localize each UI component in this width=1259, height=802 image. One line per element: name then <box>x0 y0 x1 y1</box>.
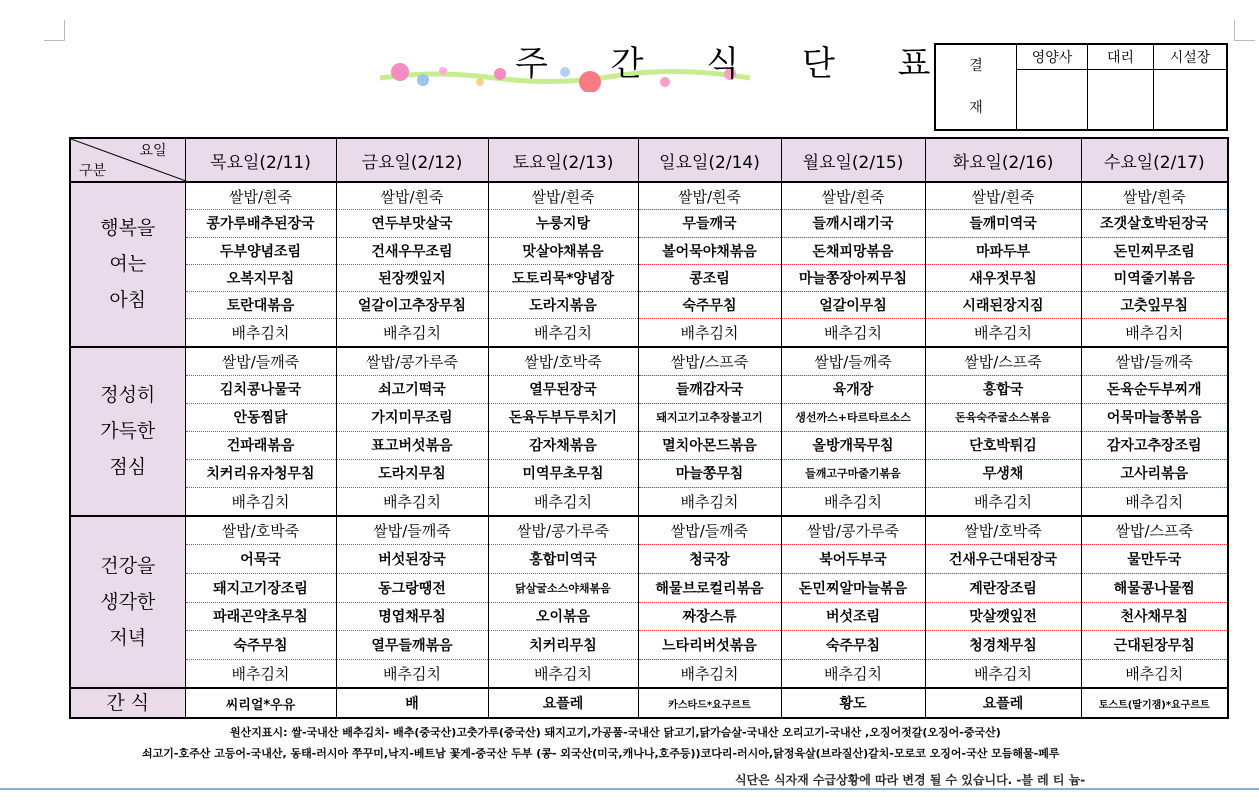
menu-item: 어묵국 <box>185 545 336 574</box>
menu-item: 느타리버섯볶음 <box>638 631 781 660</box>
menu-row <box>70 182 1228 210</box>
menu-item: 쌀밥/콩가루죽 <box>781 516 925 545</box>
menu-item: 돼지고기장조림 <box>185 573 336 602</box>
menu-item: 치커리무침 <box>488 631 638 660</box>
title-area <box>375 36 957 96</box>
menu-item: 열무들깨볶음 <box>336 631 488 660</box>
day-header: 목요일(2/11) <box>185 138 336 182</box>
menu-item: 쌀밥/스프죽 <box>1081 516 1228 545</box>
menu-item: 쌀밥/흰죽 <box>781 182 925 210</box>
meal-label-line: 생각한 <box>100 591 156 614</box>
approval-signature-field[interactable] <box>1017 70 1088 131</box>
menu-item: 생선까스+타르타르소스 <box>781 403 925 431</box>
menu-item: 볼어묵야채볶음 <box>638 237 781 264</box>
menu-item: 계란장조림 <box>925 573 1081 602</box>
menu-item: 동그랑땡전 <box>336 573 488 602</box>
menu-item: 표고버섯볶음 <box>336 431 488 459</box>
menu-item: 배추김치 <box>336 487 488 516</box>
menu-item: 쌀밥/흰죽 <box>488 182 638 210</box>
menu-item: 돈육숙주굴소스볶음 <box>925 403 1081 431</box>
page-corner-mark <box>44 20 65 41</box>
menu-item: 쌀밥/콩가루죽 <box>488 516 638 545</box>
menu-item: 두부양념조림 <box>185 237 336 264</box>
menu-item: 배추김치 <box>336 319 488 347</box>
menu-item: 배추김치 <box>488 659 638 688</box>
menu-item: 천사채무침 <box>1081 602 1228 631</box>
menu-item: 된장깻잎지 <box>336 264 488 291</box>
day-header: 일요일(2/14) <box>638 138 781 182</box>
menu-item: 들깨고구마줄기볶음 <box>781 459 925 487</box>
menu-item: 건파래볶음 <box>185 431 336 459</box>
menu-item: 마파두부 <box>925 237 1081 264</box>
menu-item: 얼갈이고추장무침 <box>336 292 488 319</box>
approval-label-bottom: 재 <box>969 100 983 116</box>
menu-item: 숙주무침 <box>638 292 781 319</box>
origin-notice-line-1: 원산지표시: 쌀-국내산 배추김치- 배추(중국산)고춧가루(중국산) 돼지고기,가공품-국내산 닭고기,닭가슴살-국내산 오리고기-국내산 ,오징어젓갈(오징어-중국산) <box>230 726 1001 739</box>
menu-item: 김치콩나물국 <box>185 375 336 403</box>
day-header: 수요일(2/17) <box>1081 138 1228 182</box>
menu-item: 쌀밥/호박죽 <box>488 347 638 376</box>
menu-item: 도라지무침 <box>336 459 488 487</box>
menu-item: 얼갈이무침 <box>781 292 925 319</box>
menu-item: 배추김치 <box>925 319 1081 347</box>
meal-label-line: 점심 <box>109 456 147 479</box>
meal-label-line: 행복을 <box>100 217 156 240</box>
menu-item: 쌀밥/흰죽 <box>925 182 1081 210</box>
menu-item: 건새우무조림 <box>336 237 488 264</box>
menu-row <box>70 516 1228 545</box>
menu-item: 고사리볶음 <box>1081 459 1228 487</box>
menu-item: 건새우근대된장국 <box>925 545 1081 574</box>
menu-item: 미역줄기볶음 <box>1081 264 1228 291</box>
menu-item: 가지미무조림 <box>336 403 488 431</box>
corner-label-category: 구분 <box>79 163 107 179</box>
menu-item: 쌀밥/들깨죽 <box>638 516 781 545</box>
menu-item: 오이볶음 <box>488 602 638 631</box>
menu-item: 배추김치 <box>336 659 488 688</box>
menu-item: 쌀밥/들깨죽 <box>781 347 925 376</box>
menu-row <box>70 375 1228 403</box>
menu-item: 배추김치 <box>185 659 336 688</box>
day-header: 화요일(2/16) <box>925 138 1081 182</box>
approval-box <box>934 43 1228 131</box>
menu-item: 올방개묵무침 <box>781 431 925 459</box>
menu-item: 오복지무침 <box>185 264 336 291</box>
menu-item: 돈민찌알마늘볶음 <box>781 573 925 602</box>
menu-row <box>70 631 1228 660</box>
menu-item: 누룽지탕 <box>488 210 638 237</box>
menu-item: 쌀밥/흰죽 <box>1081 182 1228 210</box>
corner-label-day: 요일 <box>139 143 167 159</box>
approval-label-top: 결 <box>969 58 983 74</box>
menu-item: 멸치아몬드볶음 <box>638 431 781 459</box>
menu-row <box>70 545 1228 574</box>
snack-item: 카스타드*요구르트 <box>638 688 781 718</box>
day-header: 월요일(2/15) <box>781 138 925 182</box>
menu-item: 쌀밥/들깨죽 <box>185 347 336 376</box>
menu-item: 고춧잎무침 <box>1081 292 1228 319</box>
approval-signature-field[interactable] <box>1154 70 1228 131</box>
menu-item: 쇠고기떡국 <box>336 375 488 403</box>
menu-item: 배추김치 <box>925 659 1081 688</box>
menu-item: 배추김치 <box>1081 659 1228 688</box>
menu-item: 안동찜닭 <box>185 403 336 431</box>
approval-role: 대리 <box>1088 44 1154 70</box>
page-corner-mark <box>1234 20 1255 41</box>
menu-item: 돈육순두부찌개 <box>1081 375 1228 403</box>
menu-item: 배추김치 <box>638 659 781 688</box>
origin-notice-line-2: 쇠고기-호주산 고등어-국내산, 동태-러시아 쭈꾸미,낙지-베트남 꽃게-중국산 두부 (콩- 외국산(미국,캐나나,호주등))코다리-러시아,닭정육살(브라질산)갈치-모로코 오징어-국산 모듬해물-페루 <box>142 747 1060 760</box>
menu-item: 쌀밥/들깨죽 <box>1081 347 1228 376</box>
snack-item: 황도 <box>781 688 925 718</box>
menu-item: 짜장스튜 <box>638 602 781 631</box>
menu-item: 배추김치 <box>488 319 638 347</box>
menu-change-notice: 식단은 식자재 수급상황에 따라 변경 될 수 있습니다. -블 레 티 늄- <box>735 773 1086 787</box>
menu-item: 감자채볶음 <box>488 431 638 459</box>
menu-item: 시래된장지짐 <box>925 292 1081 319</box>
snack-label: 간 식 <box>70 688 185 718</box>
snack-row <box>70 688 1228 718</box>
snack-item: 배 <box>336 688 488 718</box>
menu-item: 돈채피망볶음 <box>781 237 925 264</box>
day-header: 토요일(2/13) <box>488 138 638 182</box>
menu-item: 청국장 <box>638 545 781 574</box>
menu-item: 육개장 <box>781 375 925 403</box>
menu-item: 해물브로컬리볶음 <box>638 573 781 602</box>
menu-item: 배추김치 <box>1081 487 1228 516</box>
snack-item: 요플레 <box>488 688 638 718</box>
menu-row <box>70 403 1228 431</box>
menu-item: 단호박튀김 <box>925 431 1081 459</box>
menu-item: 치커리유자청무침 <box>185 459 336 487</box>
menu-item: 쌀밥/흰죽 <box>336 182 488 210</box>
menu-item: 배추김치 <box>185 319 336 347</box>
menu-row <box>70 237 1228 264</box>
menu-item: 물만두국 <box>1081 545 1228 574</box>
menu-item: 조갯살호박된장국 <box>1081 210 1228 237</box>
menu-item: 돈육두부두루치기 <box>488 403 638 431</box>
menu-row <box>70 319 1228 347</box>
menu-item: 쌀밥/스프죽 <box>638 347 781 376</box>
header-row <box>70 138 1228 182</box>
menu-item: 돈민찌무조림 <box>1081 237 1228 264</box>
menu-item: 북어두부국 <box>781 545 925 574</box>
menu-item: 배추김치 <box>781 319 925 347</box>
page-bottom-border <box>0 788 1259 790</box>
menu-item: 파래곤약초무침 <box>185 602 336 631</box>
approval-signature-field[interactable] <box>1088 70 1154 131</box>
menu-item: 쌀밥/흰죽 <box>638 182 781 210</box>
menu-row <box>70 573 1228 602</box>
corner-header <box>70 138 185 182</box>
page-title: 주 간 식 단 표 <box>515 44 957 84</box>
menu-item: 쌀밥/스프죽 <box>925 347 1081 376</box>
menu-item: 맛살깻잎전 <box>925 602 1081 631</box>
menu-item: 배추김치 <box>185 487 336 516</box>
menu-item: 마늘쫑무침 <box>638 459 781 487</box>
menu-item: 쌀밥/들깨죽 <box>336 516 488 545</box>
menu-item: 배추김치 <box>781 659 925 688</box>
menu-item: 쌀밥/흰죽 <box>185 182 336 210</box>
menu-row <box>70 431 1228 459</box>
menu-row <box>70 292 1228 319</box>
meal-label <box>70 347 185 516</box>
meal-label <box>70 516 185 689</box>
menu-item: 배추김치 <box>638 319 781 347</box>
menu-item: 토란대볶음 <box>185 292 336 319</box>
menu-item: 맛살야채볶음 <box>488 237 638 264</box>
menu-item: 배추김치 <box>488 487 638 516</box>
menu-item: 무들깨국 <box>638 210 781 237</box>
menu-item: 청경채무침 <box>925 631 1081 660</box>
menu-item: 새우젓무침 <box>925 264 1081 291</box>
menu-item: 마늘쫑장아찌무침 <box>781 264 925 291</box>
menu-item: 배추김치 <box>925 487 1081 516</box>
approval-role: 시설장 <box>1154 44 1228 70</box>
menu-item: 들깨시래기국 <box>781 210 925 237</box>
menu-item: 쌀밥/콩가루죽 <box>336 347 488 376</box>
menu-item: 도라지볶음 <box>488 292 638 319</box>
menu-item: 들깨미역국 <box>925 210 1081 237</box>
approval-role: 영양사 <box>1017 44 1088 70</box>
day-header: 금요일(2/12) <box>336 138 488 182</box>
meal-label-line: 가득한 <box>100 420 156 443</box>
menu-item: 닭살굴소스야채볶음 <box>488 573 638 602</box>
menu-item: 열무된장국 <box>488 375 638 403</box>
menu-item: 쌀밥/호박죽 <box>185 516 336 545</box>
menu-row <box>70 459 1228 487</box>
menu-row <box>70 210 1228 237</box>
menu-item: 숙주무침 <box>781 631 925 660</box>
meal-label <box>70 182 185 347</box>
menu-item: 배추김치 <box>638 487 781 516</box>
meal-label-line: 여는 <box>109 253 147 276</box>
menu-item: 근대된장무침 <box>1081 631 1228 660</box>
menu-item: 배추김치 <box>781 487 925 516</box>
menu-row <box>70 659 1228 688</box>
menu-item: 홍합미역국 <box>488 545 638 574</box>
meal-label-line: 정성히 <box>100 384 156 407</box>
menu-row <box>70 602 1228 631</box>
menu-item: 명엽채무침 <box>336 602 488 631</box>
meal-label-line: 저녁 <box>109 627 147 650</box>
snack-item: 토스트(딸기잼)*요구르트 <box>1081 688 1228 718</box>
menu-item: 연두부맛살국 <box>336 210 488 237</box>
snack-item: 씨리얼*우유 <box>185 688 336 718</box>
menu-item: 버섯된장국 <box>336 545 488 574</box>
menu-item: 콩가루배추된장국 <box>185 210 336 237</box>
meal-label-line: 아침 <box>109 289 147 312</box>
menu-row <box>70 264 1228 291</box>
menu-item: 콩조림 <box>638 264 781 291</box>
menu-item: 해물콩나물찜 <box>1081 573 1228 602</box>
menu-item: 배추김치 <box>1081 319 1228 347</box>
menu-item: 홍합국 <box>925 375 1081 403</box>
menu-item: 쌀밥/호박죽 <box>925 516 1081 545</box>
menu-item: 감자고추장조림 <box>1081 431 1228 459</box>
menu-item: 숙주무침 <box>185 631 336 660</box>
menu-item: 돼지고기고추장불고기 <box>638 403 781 431</box>
menu-row <box>70 347 1228 376</box>
menu-item: 무생채 <box>925 459 1081 487</box>
approval-label <box>935 44 1017 130</box>
menu-item: 도토리묵*양념장 <box>488 264 638 291</box>
menu-item: 어묵마늘쫑볶음 <box>1081 403 1228 431</box>
snack-item: 요플레 <box>925 688 1081 718</box>
weekly-menu-table <box>69 137 1229 719</box>
menu-item: 미역무초무침 <box>488 459 638 487</box>
menu-item: 버섯조림 <box>781 602 925 631</box>
menu-row <box>70 487 1228 516</box>
meal-label-line: 건강을 <box>100 555 156 578</box>
menu-item: 들깨감자국 <box>638 375 781 403</box>
